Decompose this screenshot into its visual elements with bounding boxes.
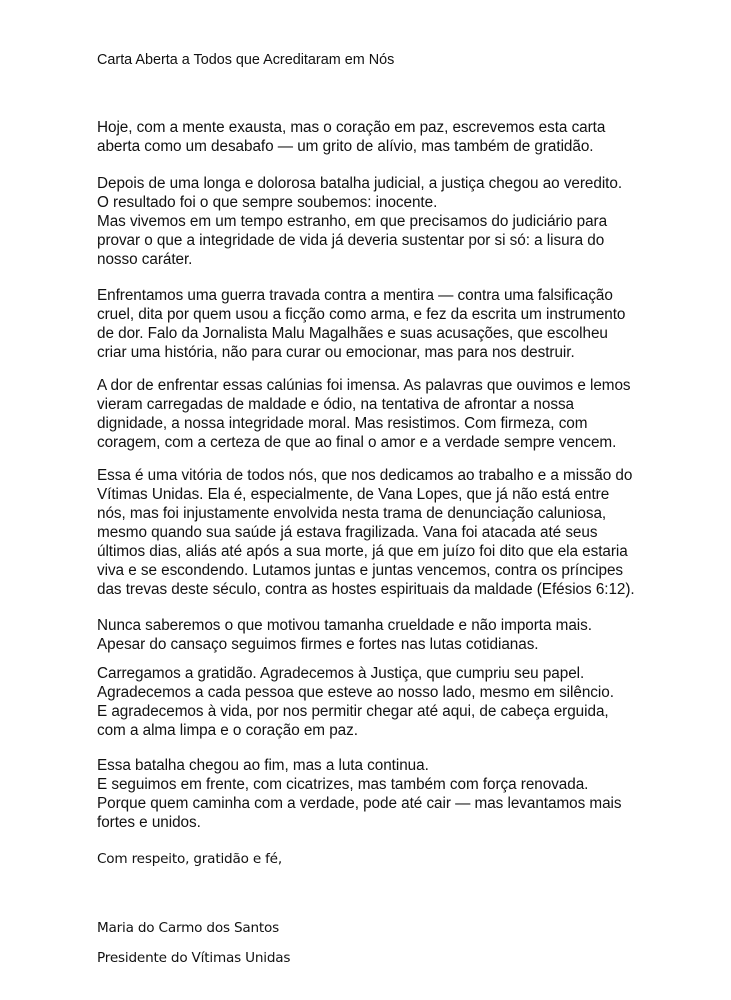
paragraph-line: últimos dias, aliás até após a sua morte, já que em juízo foi dito que ela estaria (97, 543, 628, 560)
paragraph-line: fortes e unidos. (97, 814, 201, 831)
paragraph-8 (97, 756, 697, 832)
paragraph-line: Mas vivemos em um tempo estranho, em que precisamos do judiciário para (97, 213, 608, 230)
paragraph-line: Agradecemos a cada pessoa que esteve ao nosso lado, mesmo em silêncio. (97, 684, 614, 701)
paragraph-line: Depois de uma longa e dolorosa batalha judicial, a justiça chegou ao veredito. (97, 175, 623, 192)
paragraph-line: das trevas deste século, contra as hostes espirituais da maldade (Efésios 6:12). (97, 581, 635, 598)
paragraph-line: Essa batalha chegou ao fim, mas a luta continua. (97, 757, 429, 774)
paragraph-4 (97, 376, 697, 452)
signature-role: Presidente do Vítimas Unidas (97, 950, 291, 966)
paragraph-line: Enfrentamos uma guerra travada contra a mentira — contra uma falsificação (97, 287, 613, 304)
paragraph-line: Carregamos a gratidão. Agradecemos à Justiça, que cumpriu seu papel. (97, 665, 585, 682)
paragraph-line: Porque quem caminha com a verdade, pode até cair — mas levantamos mais (97, 795, 622, 812)
paragraph-6 (97, 616, 697, 654)
paragraph-line: O resultado foi o que sempre soubemos: inocente. (97, 194, 438, 211)
paragraph-line: mesmo quando sua saúde já estava fragilizada. Vana foi atacada até seus (97, 524, 598, 541)
paragraph-1 (97, 118, 697, 156)
signature-name: Maria do Carmo dos Santos (97, 920, 280, 936)
paragraph-3 (97, 286, 697, 362)
paragraph-line: Hoje, com a mente exausta, mas o coração em paz, escrevemos esta carta (97, 119, 606, 136)
paragraph-line: de dor. Falo da Jornalista Malu Magalhães e suas acusações, que escolheu (97, 325, 608, 342)
paragraph-line: Essa é uma vitória de todos nós, que nos dedicamos ao trabalho e a missão do (97, 467, 633, 484)
paragraph-line: dignidade, a nossa integridade moral. Mas resistimos. Com firmeza, com (97, 415, 588, 432)
paragraph-line: Apesar do cansaço seguimos firmes e fortes nas lutas cotidianas. (97, 636, 539, 653)
paragraph-line: nós, mas foi injustamente envolvida nesta trama de denunciação caluniosa, (97, 505, 607, 522)
paragraph-line: viva e se escondendo. Lutamos juntas e juntas vencemos, contra os príncipes (97, 562, 623, 579)
paragraph-2 (97, 174, 697, 269)
paragraph-line: E agradecemos à vida, por nos permitir chegar até aqui, de cabeça erguida, (97, 703, 609, 720)
paragraph-line: criar uma história, não para curar ou emocionar, mas para nos destruir. (97, 344, 575, 361)
paragraph-line: A dor de enfrentar essas calúnias foi imensa. As palavras que ouvimos e lemos (97, 377, 631, 394)
paragraph-line: Vítimas Unidas. Ela é, especialmente, de Vana Lopes, que já não está entre (97, 486, 610, 503)
paragraph-line: cruel, dita por quem usou a ficção como arma, e fez da escrita um instrumento (97, 306, 626, 323)
paragraph-7 (97, 664, 697, 740)
paragraph-line: provar o que a integridade de vida já deveria sustentar por si só: a lisura do (97, 232, 605, 249)
paragraph-line: nosso caráter. (97, 251, 193, 268)
paragraph-line: Nunca saberemos o que motivou tamanha crueldade e não importa mais. (97, 617, 592, 634)
paragraph-5 (97, 466, 697, 599)
paragraph-line: com a alma limpa e o coração em paz. (97, 722, 358, 739)
closing-line: Com respeito, gratidão e fé, (97, 851, 282, 867)
paragraph-line: E seguimos em frente, com cicatrizes, mas também com força renovada. (97, 776, 589, 793)
letter-title: Carta Aberta a Todos que Acreditaram em Nós (97, 52, 395, 68)
paragraph-line: aberta como um desabafo — um grito de alívio, mas também de gratidão. (97, 138, 594, 155)
paragraph-line: vieram carregadas de maldade e ódio, na tentativa de afrontar a nossa (97, 396, 574, 413)
paragraph-line: coragem, com a certeza de que ao final o amor e a verdade sempre vencem. (97, 434, 617, 451)
